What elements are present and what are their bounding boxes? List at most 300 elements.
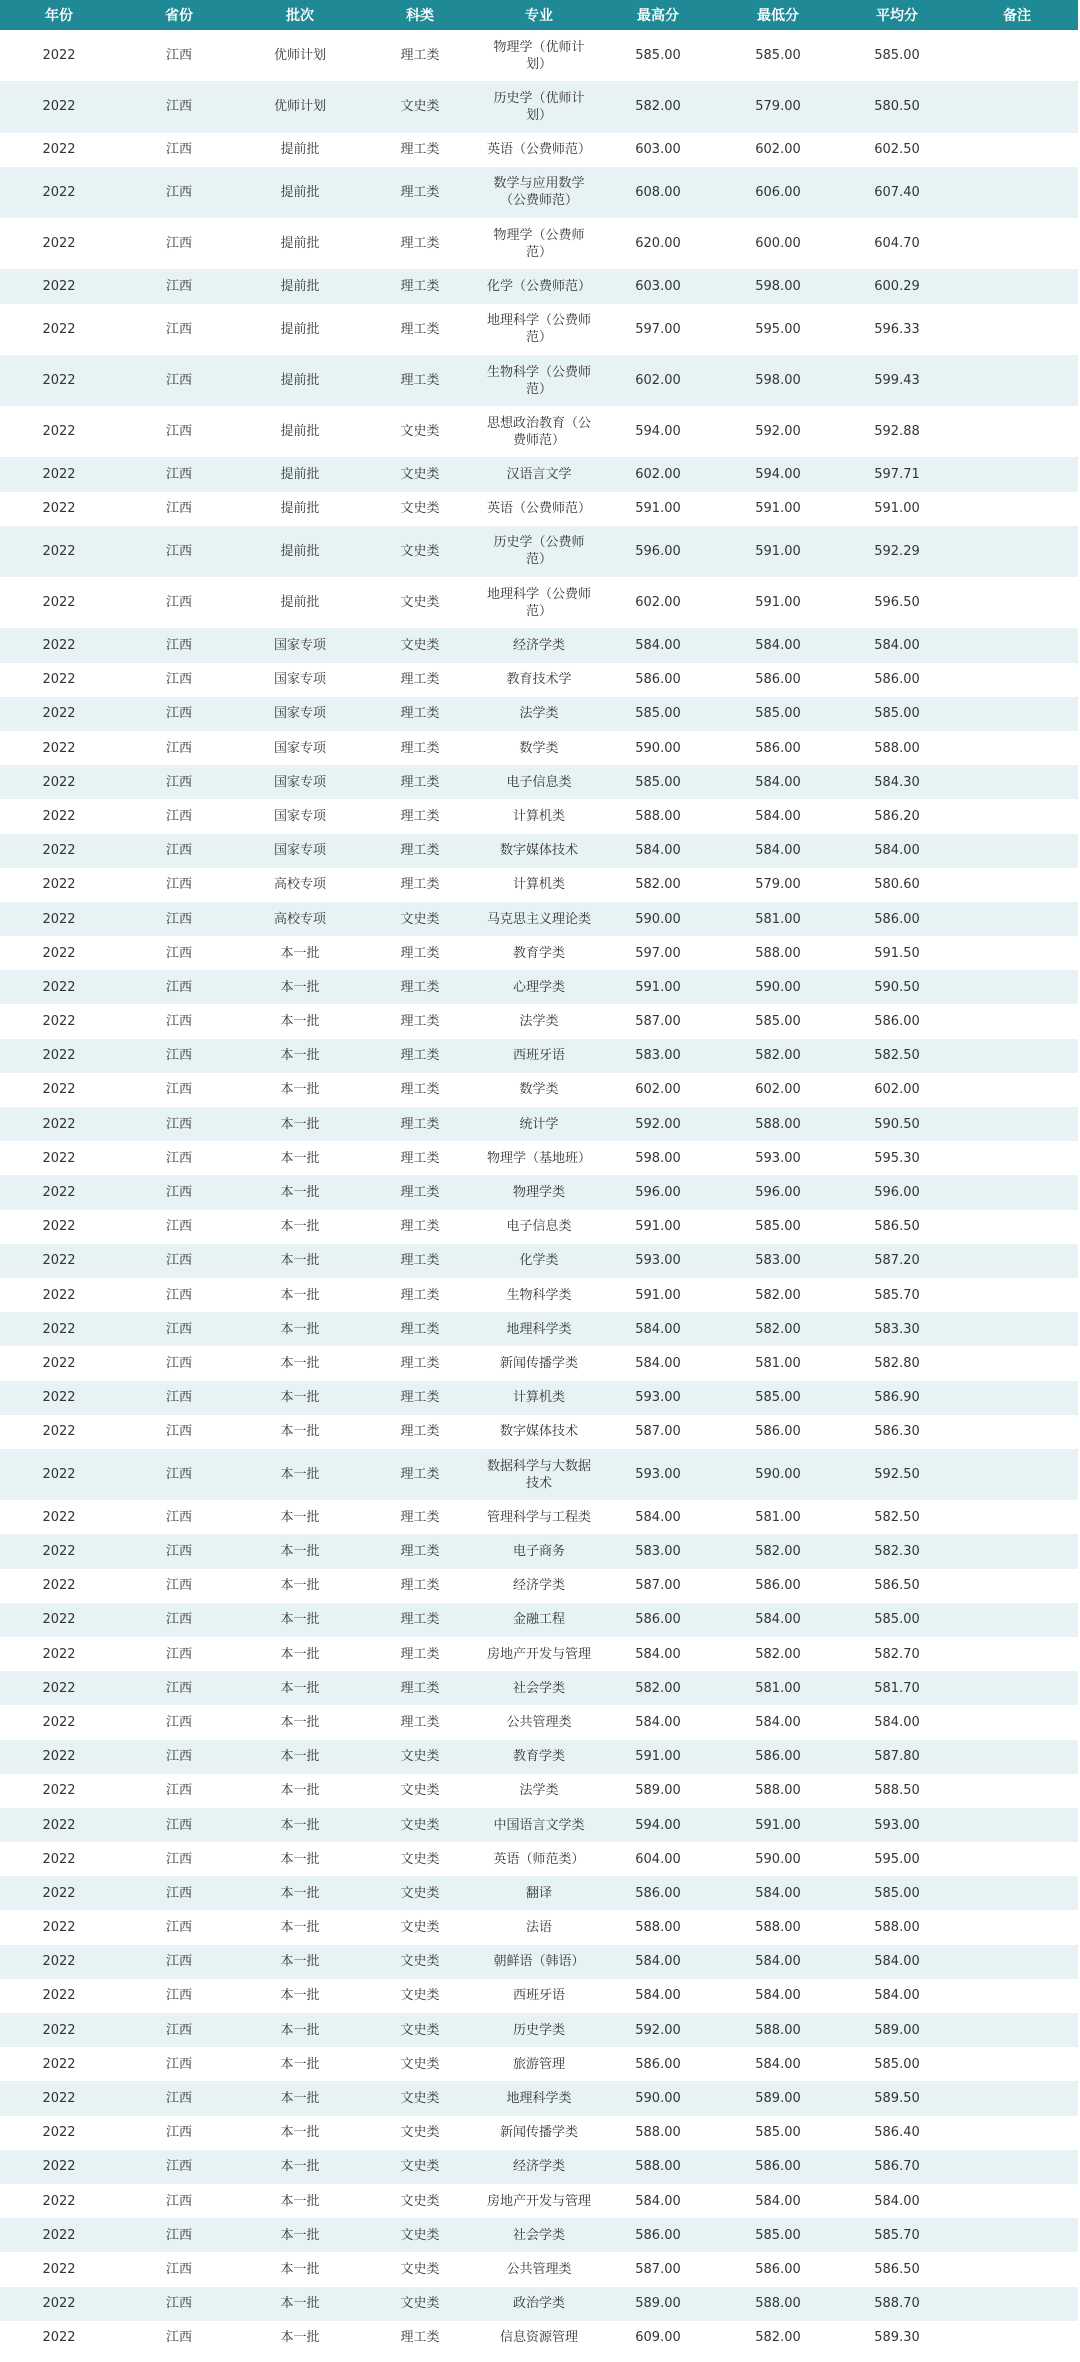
cell-batch: 本一批 <box>240 1808 360 1842</box>
cell-year: 2022 <box>0 697 118 731</box>
cell-avg-score: 585.00 <box>838 1603 956 1637</box>
cell-min-score: 588.00 <box>718 936 838 970</box>
cell-batch: 本一批 <box>240 1979 360 2013</box>
cell-year: 2022 <box>0 1346 118 1380</box>
cell-year: 2022 <box>0 1500 118 1534</box>
cell-avg-score: 600.29 <box>838 269 956 303</box>
cell-note <box>956 81 1078 132</box>
cell-max-score: 584.00 <box>598 1705 718 1739</box>
cell-batch: 本一批 <box>240 2081 360 2115</box>
cell-note <box>956 1141 1078 1175</box>
cell-avg-score: 586.70 <box>838 2150 956 2184</box>
table-row <box>0 765 1078 799</box>
cell-major: 统计学 <box>480 1107 598 1141</box>
cell-category: 理工类 <box>360 1449 480 1500</box>
cell-province: 江西 <box>118 2081 240 2115</box>
cell-note <box>956 834 1078 868</box>
cell-note <box>956 1603 1078 1637</box>
cell-max-score: 603.00 <box>598 269 718 303</box>
table-row <box>0 628 1078 662</box>
cell-avg-score: 591.00 <box>838 492 956 526</box>
cell-major: 房地产开发与管理 <box>480 2184 598 2218</box>
cell-max-score: 591.00 <box>598 1278 718 1312</box>
cell-province: 江西 <box>118 799 240 833</box>
cell-min-score: 584.00 <box>718 1705 838 1739</box>
cell-min-score: 584.00 <box>718 834 838 868</box>
header-province[interactable]: 省份 <box>118 0 240 30</box>
cell-major: 历史学（优师计划） <box>480 81 598 132</box>
cell-note <box>956 2116 1078 2150</box>
cell-batch: 提前批 <box>240 406 360 457</box>
cell-major: 马克思主义理论类 <box>480 902 598 936</box>
cell-province: 江西 <box>118 2321 240 2355</box>
cell-province: 江西 <box>118 218 240 269</box>
cell-major: 汉语言文学 <box>480 457 598 491</box>
cell-avg-score: 596.50 <box>838 577 956 628</box>
cell-year: 2022 <box>0 526 118 577</box>
cell-max-score: 587.00 <box>598 1004 718 1038</box>
cell-avg-score: 585.70 <box>838 2218 956 2252</box>
cell-province: 江西 <box>118 1979 240 2013</box>
cell-avg-score: 588.50 <box>838 1774 956 1808</box>
cell-avg-score: 584.00 <box>838 1945 956 1979</box>
cell-min-score: 583.00 <box>718 1244 838 1278</box>
table-row <box>0 492 1078 526</box>
cell-year: 2022 <box>0 1073 118 1107</box>
cell-note <box>956 970 1078 1004</box>
cell-note <box>956 1876 1078 1910</box>
cell-major: 社会学类 <box>480 1671 598 1705</box>
cell-year: 2022 <box>0 2150 118 2184</box>
header-avg-score[interactable]: 平均分 <box>838 0 956 30</box>
cell-note <box>956 355 1078 406</box>
cell-category: 文史类 <box>360 1876 480 1910</box>
table-row <box>0 30 1078 81</box>
cell-avg-score: 584.00 <box>838 834 956 868</box>
cell-year: 2022 <box>0 2047 118 2081</box>
cell-max-score: 598.00 <box>598 1141 718 1175</box>
cell-note <box>956 1346 1078 1380</box>
cell-province: 江西 <box>118 269 240 303</box>
cell-avg-score: 585.70 <box>838 1278 956 1312</box>
cell-batch: 本一批 <box>240 2287 360 2321</box>
cell-min-score: 586.00 <box>718 731 838 765</box>
cell-province: 江西 <box>118 133 240 167</box>
cell-major: 金融工程 <box>480 1603 598 1637</box>
cell-note <box>956 799 1078 833</box>
cell-avg-score: 585.00 <box>838 30 956 81</box>
cell-province: 江西 <box>118 1705 240 1739</box>
cell-year: 2022 <box>0 1449 118 1500</box>
cell-province: 江西 <box>118 1449 240 1500</box>
cell-max-score: 584.00 <box>598 1945 718 1979</box>
cell-max-score: 591.00 <box>598 1740 718 1774</box>
cell-batch: 本一批 <box>240 2013 360 2047</box>
cell-category: 理工类 <box>360 765 480 799</box>
cell-min-score: 589.00 <box>718 2081 838 2115</box>
cell-avg-score: 582.80 <box>838 1346 956 1380</box>
cell-min-score: 595.00 <box>718 304 838 355</box>
cell-year: 2022 <box>0 2321 118 2355</box>
cell-batch: 本一批 <box>240 1842 360 1876</box>
table-row <box>0 1415 1078 1449</box>
cell-province: 江西 <box>118 1141 240 1175</box>
cell-category: 理工类 <box>360 936 480 970</box>
cell-min-score: 579.00 <box>718 81 838 132</box>
cell-avg-score: 590.50 <box>838 970 956 1004</box>
cell-province: 江西 <box>118 1808 240 1842</box>
cell-max-score: 592.00 <box>598 2013 718 2047</box>
cell-batch: 本一批 <box>240 1141 360 1175</box>
cell-min-score: 586.00 <box>718 663 838 697</box>
cell-min-score: 606.00 <box>718 167 838 218</box>
cell-category: 理工类 <box>360 1141 480 1175</box>
cell-province: 江西 <box>118 1671 240 1705</box>
cell-batch: 本一批 <box>240 1603 360 1637</box>
cell-year: 2022 <box>0 457 118 491</box>
table-row <box>0 1346 1078 1380</box>
cell-avg-score: 583.30 <box>838 1312 956 1346</box>
cell-year: 2022 <box>0 731 118 765</box>
cell-major: 教育学类 <box>480 936 598 970</box>
cell-note <box>956 1278 1078 1312</box>
cell-province: 江西 <box>118 765 240 799</box>
cell-year: 2022 <box>0 81 118 132</box>
cell-province: 江西 <box>118 1004 240 1038</box>
cell-category: 理工类 <box>360 1039 480 1073</box>
cell-note <box>956 731 1078 765</box>
cell-avg-score: 586.20 <box>838 799 956 833</box>
cell-batch: 提前批 <box>240 526 360 577</box>
cell-year: 2022 <box>0 406 118 457</box>
cell-batch: 国家专项 <box>240 663 360 697</box>
cell-batch: 本一批 <box>240 936 360 970</box>
cell-max-score: 597.00 <box>598 936 718 970</box>
cell-min-score: 581.00 <box>718 902 838 936</box>
cell-major: 地理科学类 <box>480 2081 598 2115</box>
cell-year: 2022 <box>0 1244 118 1278</box>
cell-max-score: 587.00 <box>598 2252 718 2286</box>
cell-max-score: 596.00 <box>598 526 718 577</box>
cell-batch: 本一批 <box>240 1278 360 1312</box>
cell-province: 江西 <box>118 1415 240 1449</box>
cell-note <box>956 218 1078 269</box>
table-row <box>0 406 1078 457</box>
cell-category: 理工类 <box>360 1312 480 1346</box>
cell-avg-score: 582.50 <box>838 1500 956 1534</box>
header-batch[interactable]: 批次 <box>240 0 360 30</box>
cell-batch: 提前批 <box>240 304 360 355</box>
cell-year: 2022 <box>0 2184 118 2218</box>
cell-major: 管理科学与工程类 <box>480 1500 598 1534</box>
cell-avg-score: 586.00 <box>838 663 956 697</box>
cell-note <box>956 1449 1078 1500</box>
cell-category: 理工类 <box>360 1534 480 1568</box>
cell-max-score: 602.00 <box>598 577 718 628</box>
cell-province: 江西 <box>118 2150 240 2184</box>
cell-note <box>956 2287 1078 2321</box>
table-row <box>0 2218 1078 2252</box>
cell-note <box>956 1381 1078 1415</box>
cell-category: 理工类 <box>360 1415 480 1449</box>
table-row <box>0 1312 1078 1346</box>
cell-category: 文史类 <box>360 1910 480 1944</box>
cell-major: 数字媒体技术 <box>480 834 598 868</box>
cell-min-score: 584.00 <box>718 1603 838 1637</box>
cell-year: 2022 <box>0 1569 118 1603</box>
header-min-score[interactable]: 最低分 <box>718 0 838 30</box>
cell-batch: 提前批 <box>240 355 360 406</box>
cell-major: 地理科学类 <box>480 1312 598 1346</box>
cell-batch: 国家专项 <box>240 731 360 765</box>
cell-min-score: 586.00 <box>718 2150 838 2184</box>
cell-max-score: 591.00 <box>598 970 718 1004</box>
header-note[interactable]: 备注 <box>956 0 1078 30</box>
cell-avg-score: 592.29 <box>838 526 956 577</box>
cell-year: 2022 <box>0 133 118 167</box>
table-row <box>0 1244 1078 1278</box>
cell-avg-score: 595.30 <box>838 1141 956 1175</box>
table-row <box>0 1603 1078 1637</box>
cell-major: 电子商务 <box>480 1534 598 1568</box>
cell-avg-score: 588.00 <box>838 731 956 765</box>
table-row <box>0 970 1078 1004</box>
table-row <box>0 1979 1078 2013</box>
cell-batch: 本一批 <box>240 2150 360 2184</box>
cell-avg-score: 585.00 <box>838 2047 956 2081</box>
cell-note <box>956 1569 1078 1603</box>
table-row <box>0 2184 1078 2218</box>
header-max-score[interactable]: 最高分 <box>598 0 718 30</box>
cell-max-score: 583.00 <box>598 1534 718 1568</box>
cell-category: 理工类 <box>360 167 480 218</box>
cell-major: 教育学类 <box>480 1740 598 1774</box>
cell-min-score: 585.00 <box>718 30 838 81</box>
cell-max-score: 584.00 <box>598 1637 718 1671</box>
cell-avg-score: 585.00 <box>838 1876 956 1910</box>
cell-note <box>956 1945 1078 1979</box>
cell-province: 江西 <box>118 1381 240 1415</box>
cell-major: 心理学类 <box>480 970 598 1004</box>
cell-category: 文史类 <box>360 1740 480 1774</box>
cell-avg-score: 595.00 <box>838 1842 956 1876</box>
cell-avg-score: 586.50 <box>838 1210 956 1244</box>
cell-province: 江西 <box>118 1534 240 1568</box>
cell-major: 化学（公费师范） <box>480 269 598 303</box>
cell-avg-score: 586.40 <box>838 2116 956 2150</box>
cell-category: 理工类 <box>360 1278 480 1312</box>
cell-min-score: 591.00 <box>718 492 838 526</box>
cell-max-score: 585.00 <box>598 697 718 731</box>
cell-avg-score: 582.50 <box>838 1039 956 1073</box>
cell-max-score: 584.00 <box>598 1312 718 1346</box>
cell-year: 2022 <box>0 663 118 697</box>
cell-note <box>956 697 1078 731</box>
cell-batch: 本一批 <box>240 1073 360 1107</box>
cell-note <box>956 1637 1078 1671</box>
cell-major: 英语（师范类） <box>480 1842 598 1876</box>
cell-note <box>956 1774 1078 1808</box>
cell-note <box>956 167 1078 218</box>
cell-max-score: 604.00 <box>598 1842 718 1876</box>
table-row <box>0 1740 1078 1774</box>
cell-province: 江西 <box>118 1244 240 1278</box>
cell-province: 江西 <box>118 2287 240 2321</box>
cell-province: 江西 <box>118 1073 240 1107</box>
cell-major: 法语 <box>480 1910 598 1944</box>
cell-min-score: 585.00 <box>718 697 838 731</box>
cell-province: 江西 <box>118 1876 240 1910</box>
cell-batch: 本一批 <box>240 1004 360 1038</box>
cell-major: 房地产开发与管理 <box>480 1637 598 1671</box>
cell-note <box>956 868 1078 902</box>
cell-min-score: 584.00 <box>718 2184 838 2218</box>
table-row <box>0 167 1078 218</box>
cell-province: 江西 <box>118 30 240 81</box>
cell-year: 2022 <box>0 304 118 355</box>
table-row <box>0 1637 1078 1671</box>
cell-note <box>956 1808 1078 1842</box>
cell-major: 经济学类 <box>480 1569 598 1603</box>
cell-year: 2022 <box>0 902 118 936</box>
cell-province: 江西 <box>118 1278 240 1312</box>
cell-province: 江西 <box>118 1842 240 1876</box>
cell-min-score: 584.00 <box>718 799 838 833</box>
cell-province: 江西 <box>118 663 240 697</box>
cell-year: 2022 <box>0 2013 118 2047</box>
cell-note <box>956 936 1078 970</box>
cell-avg-score: 604.70 <box>838 218 956 269</box>
table-row <box>0 1039 1078 1073</box>
table-row <box>0 457 1078 491</box>
cell-category: 文史类 <box>360 2047 480 2081</box>
cell-batch: 提前批 <box>240 218 360 269</box>
cell-min-score: 586.00 <box>718 1415 838 1449</box>
cell-major: 经济学类 <box>480 2150 598 2184</box>
cell-major: 物理学（基地班） <box>480 1141 598 1175</box>
cell-min-score: 602.00 <box>718 133 838 167</box>
cell-year: 2022 <box>0 167 118 218</box>
cell-province: 江西 <box>118 2047 240 2081</box>
cell-min-score: 585.00 <box>718 1210 838 1244</box>
cell-max-score: 586.00 <box>598 663 718 697</box>
cell-major: 生物科学（公费师范） <box>480 355 598 406</box>
cell-category: 理工类 <box>360 30 480 81</box>
cell-max-score: 583.00 <box>598 1039 718 1073</box>
cell-note <box>956 1671 1078 1705</box>
cell-year: 2022 <box>0 1945 118 1979</box>
header-major[interactable]: 专业 <box>480 0 598 30</box>
cell-avg-score: 597.71 <box>838 457 956 491</box>
cell-major: 地理科学（公费师范） <box>480 304 598 355</box>
cell-year: 2022 <box>0 577 118 628</box>
cell-avg-score: 596.33 <box>838 304 956 355</box>
cell-year: 2022 <box>0 628 118 662</box>
cell-max-score: 609.00 <box>598 2321 718 2355</box>
cell-major: 历史学（公费师范） <box>480 526 598 577</box>
cell-avg-score: 587.80 <box>838 1740 956 1774</box>
cell-year: 2022 <box>0 765 118 799</box>
table-row <box>0 799 1078 833</box>
cell-province: 江西 <box>118 81 240 132</box>
cell-major: 翻译 <box>480 1876 598 1910</box>
cell-province: 江西 <box>118 1910 240 1944</box>
cell-province: 江西 <box>118 457 240 491</box>
cell-province: 江西 <box>118 304 240 355</box>
cell-max-score: 589.00 <box>598 1774 718 1808</box>
cell-note <box>956 457 1078 491</box>
cell-min-score: 593.00 <box>718 1141 838 1175</box>
cell-year: 2022 <box>0 1210 118 1244</box>
cell-min-score: 585.00 <box>718 1381 838 1415</box>
cell-batch: 本一批 <box>240 1534 360 1568</box>
cell-max-score: 588.00 <box>598 2150 718 2184</box>
table-row <box>0 81 1078 132</box>
cell-batch: 本一批 <box>240 1244 360 1278</box>
cell-category: 文史类 <box>360 1808 480 1842</box>
header-year[interactable]: 年份 <box>0 0 118 30</box>
cell-category: 理工类 <box>360 1381 480 1415</box>
cell-avg-score: 599.43 <box>838 355 956 406</box>
cell-avg-score: 584.00 <box>838 1979 956 2013</box>
cell-batch: 本一批 <box>240 1945 360 1979</box>
cell-category: 理工类 <box>360 1671 480 1705</box>
cell-province: 江西 <box>118 1945 240 1979</box>
table-row <box>0 663 1078 697</box>
cell-category: 文史类 <box>360 406 480 457</box>
cell-category: 文史类 <box>360 2184 480 2218</box>
cell-note <box>956 1910 1078 1944</box>
table-row <box>0 269 1078 303</box>
cell-province: 江西 <box>118 731 240 765</box>
cell-min-score: 581.00 <box>718 1671 838 1705</box>
cell-avg-score: 586.90 <box>838 1381 956 1415</box>
cell-batch: 本一批 <box>240 1346 360 1380</box>
table-row <box>0 2321 1078 2355</box>
cell-min-score: 590.00 <box>718 1449 838 1500</box>
cell-province: 江西 <box>118 1175 240 1209</box>
cell-min-score: 584.00 <box>718 1945 838 1979</box>
cell-year: 2022 <box>0 1637 118 1671</box>
header-category[interactable]: 科类 <box>360 0 480 30</box>
cell-year: 2022 <box>0 970 118 1004</box>
table-row <box>0 2287 1078 2321</box>
cell-province: 江西 <box>118 492 240 526</box>
table-row <box>0 2116 1078 2150</box>
cell-min-score: 586.00 <box>718 1740 838 1774</box>
cell-major: 数据科学与大数据技术 <box>480 1449 598 1500</box>
cell-min-score: 582.00 <box>718 1637 838 1671</box>
cell-batch: 本一批 <box>240 1175 360 1209</box>
cell-province: 江西 <box>118 1346 240 1380</box>
cell-year: 2022 <box>0 1808 118 1842</box>
cell-min-score: 588.00 <box>718 2013 838 2047</box>
cell-province: 江西 <box>118 970 240 1004</box>
cell-batch: 高校专项 <box>240 868 360 902</box>
cell-category: 理工类 <box>360 2321 480 2355</box>
cell-year: 2022 <box>0 2287 118 2321</box>
cell-category: 文史类 <box>360 2081 480 2115</box>
cell-major: 西班牙语 <box>480 1039 598 1073</box>
cell-note <box>956 2081 1078 2115</box>
cell-province: 江西 <box>118 1210 240 1244</box>
cell-min-score: 586.00 <box>718 1569 838 1603</box>
cell-category: 文史类 <box>360 2252 480 2286</box>
cell-category: 文史类 <box>360 2013 480 2047</box>
cell-min-score: 585.00 <box>718 2116 838 2150</box>
cell-province: 江西 <box>118 628 240 662</box>
cell-min-score: 598.00 <box>718 355 838 406</box>
